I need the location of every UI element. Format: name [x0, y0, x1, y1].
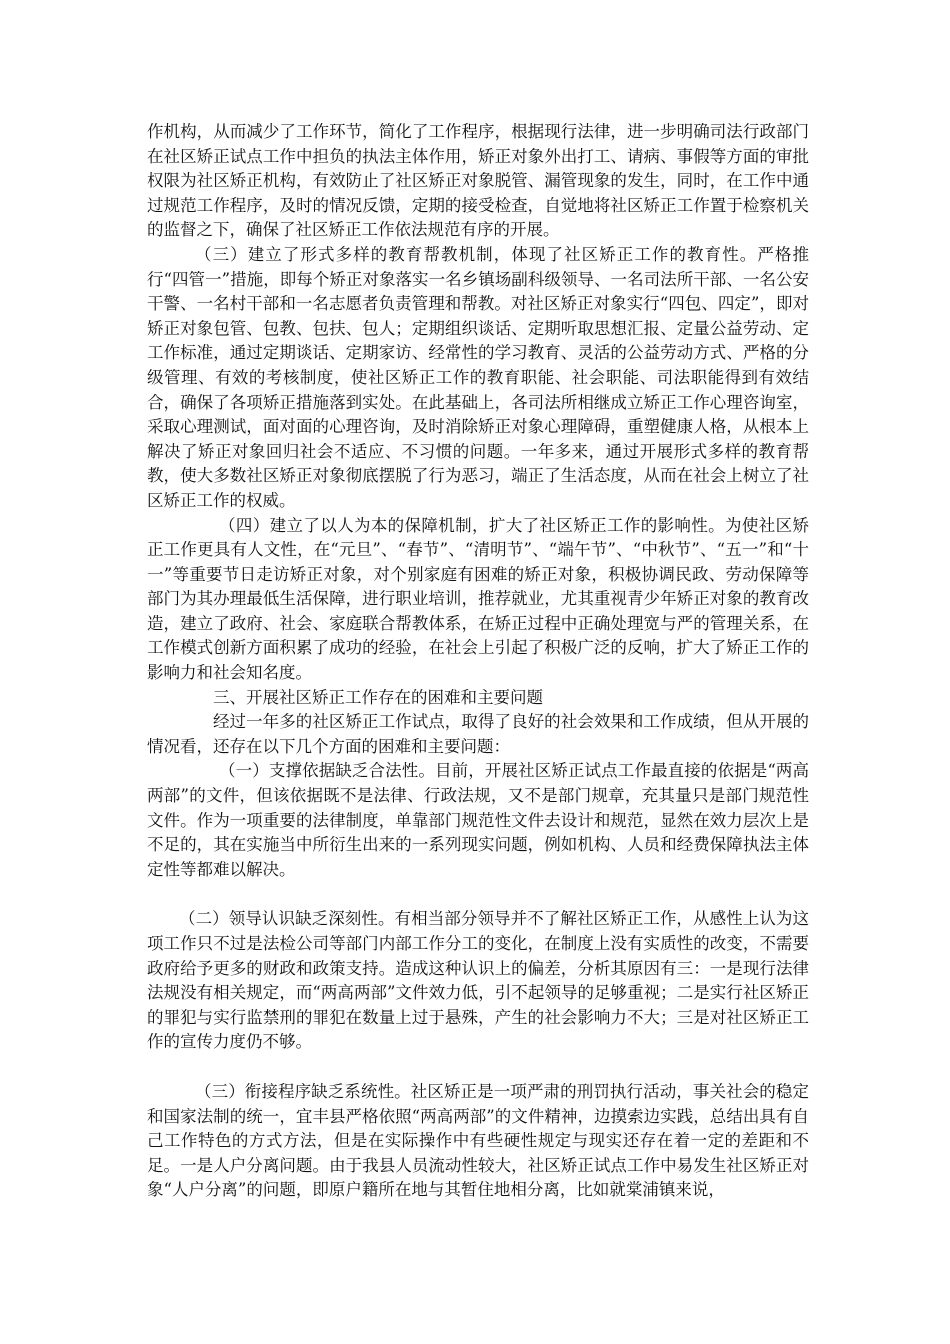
section-heading-difficulties: 三、开展社区矫正工作存在的困难和主要问题 — [213, 687, 543, 707]
paragraph-procedure-connection: （三）衔接程序缺乏系统性。社区矫正是一项严肃的刑罚执行活动，事关社会的稳定和国家法制的统一，宜丰县严格依照“两高两部”的文件精神，边摸索边实践，总结出具有自己工作特色的方式方法，但是在实际操作中有些硬性规定与现实还存在着一定的差距和不足。一是人户分离问题。由于我县人员流动性较大，社区矫正试点工作中易发生社区矫正对象“人户分离”的问题，即原户籍所在地与其暂住地相分离，比如就棠浦镇来说， — [147, 1081, 809, 1200]
paragraph-gap — [147, 882, 809, 907]
paragraph-leadership-awareness: （二）领导认识缺乏深刻性。有相当部分领导并不了解社区矫正工作，从感性上认为这项工作只不过是法检公司等部门内部工作分工的变化，在制度上没有实质性的改变，不需要政府给予更多的财政和政策支持。造成这种认识上的偏差，分析其原因有三：一是现行法律法规没有相关规定，而“两高两部”文件效力低，引不起领导的足够重视；二是实行社区矫正的罪犯与实行监禁刑的罪犯在数量上过于悬殊，产生的社会影响力不大；三是对社区矫正工作的宣传力度仍不够。 — [147, 909, 809, 1052]
paragraph-overview: 经过一年多的社区矫正工作试点，取得了良好的社会效果和工作成绩，但从开展的情况看，还存在以下几个方面的困难和主要问题： — [147, 712, 809, 756]
paragraph-gap — [147, 1055, 809, 1080]
paragraph-education-mechanism: （三）建立了形式多样的教育帮教机制，体现了社区矫正工作的教育性。严格推行“四管一”措施，即每个矫正对象落实一名乡镇场副科级领导、一名司法所干部、一名公安干警、一名村干部和一名志愿者负责管理和帮教。对社区矫正对象实行“四包、四定”，即对矫正对象包管、包教、包扶、包人；定期组织谈话、定期听取思想汇报、定量公益劳动、定工作标准，通过定期谈话、定期家访、经常性的学习教育、灵活的公益劳动方式、严格的分级管理、有效的考核制度，使社区矫正工作的教育职能、社会职能、司法职能得到有效结合，确保了各项矫正措施落到实处。在此基础上，各司法所相继成立矫正工作心理咨询室，采取心理测试，面对面的心理咨询，及时消除矫正对象心理障碍，重塑健康人格，从根本上解决了矫正对象回归社会不适应、不习惯的问题。一年多来，通过开展形式多样的教育帮教，使大多数社区矫正对象彻底摆脱了行为恶习，端正了生活态度，从而在社会上树立了社区矫正工作的权威。 — [147, 244, 809, 510]
document-body — [147, 120, 809, 1203]
paragraph-guarantee-mechanism: （四）建立了以人为本的保障机制，扩大了社区矫正工作的影响性。为使社区矫正工作更具有人文性，在“元旦”、“春节”、“清明节”、“端午节”、“中秋节”、“五一”和“十一”等重要节日走访矫正对象，对个别家庭有困难的矫正对象，积极协调民政、劳动保障等部门为其办理最低生活保障，进行职业培训，推荐就业，尤其重视青少年矫正对象的教育改造，建立了政府、社会、家庭联合帮教体系，在矫正过程中正确处理宽与严的管理关系，在工作模式创新方面积累了成功的经验，在社会上引起了积极广泛的反响，扩大了矫正工作的影响力和社会知名度。 — [147, 515, 809, 683]
paragraph-legal-basis: （一）支撑依据缺乏合法性。目前，开展社区矫正试点工作最直接的依据是“两高两部”的文件，但该依据既不是法律、行政法规，又不是部门规章，充其量只是部门规范性文件。作为一项重要的法律制度，单靠部门规范性文件去设计和规范，显然在效力层次上是不足的，其在实施当中所衍生出来的一系列现实问题，例如机构、人员和经费保障执法主体定性等都难以解决。 — [147, 761, 809, 879]
paragraph-continuation: 作机构，从而减少了工作环节，简化了工作程序，根据现行法律，进一步明确司法行政部门在社区矫正试点工作中担负的执法主体作用，矫正对象外出打工、请病、事假等方面的审批权限为社区矫正机构，有效防止了社区矫正对象脱管、漏管现象的发生，同时，在工作中通过规范工作程序，及时的情况反馈，定期的接受检查，自觉地将社区矫正工作置于检察机关的监督之下，确保了社区矫正工作依法规范有序的开展。 — [147, 122, 809, 240]
